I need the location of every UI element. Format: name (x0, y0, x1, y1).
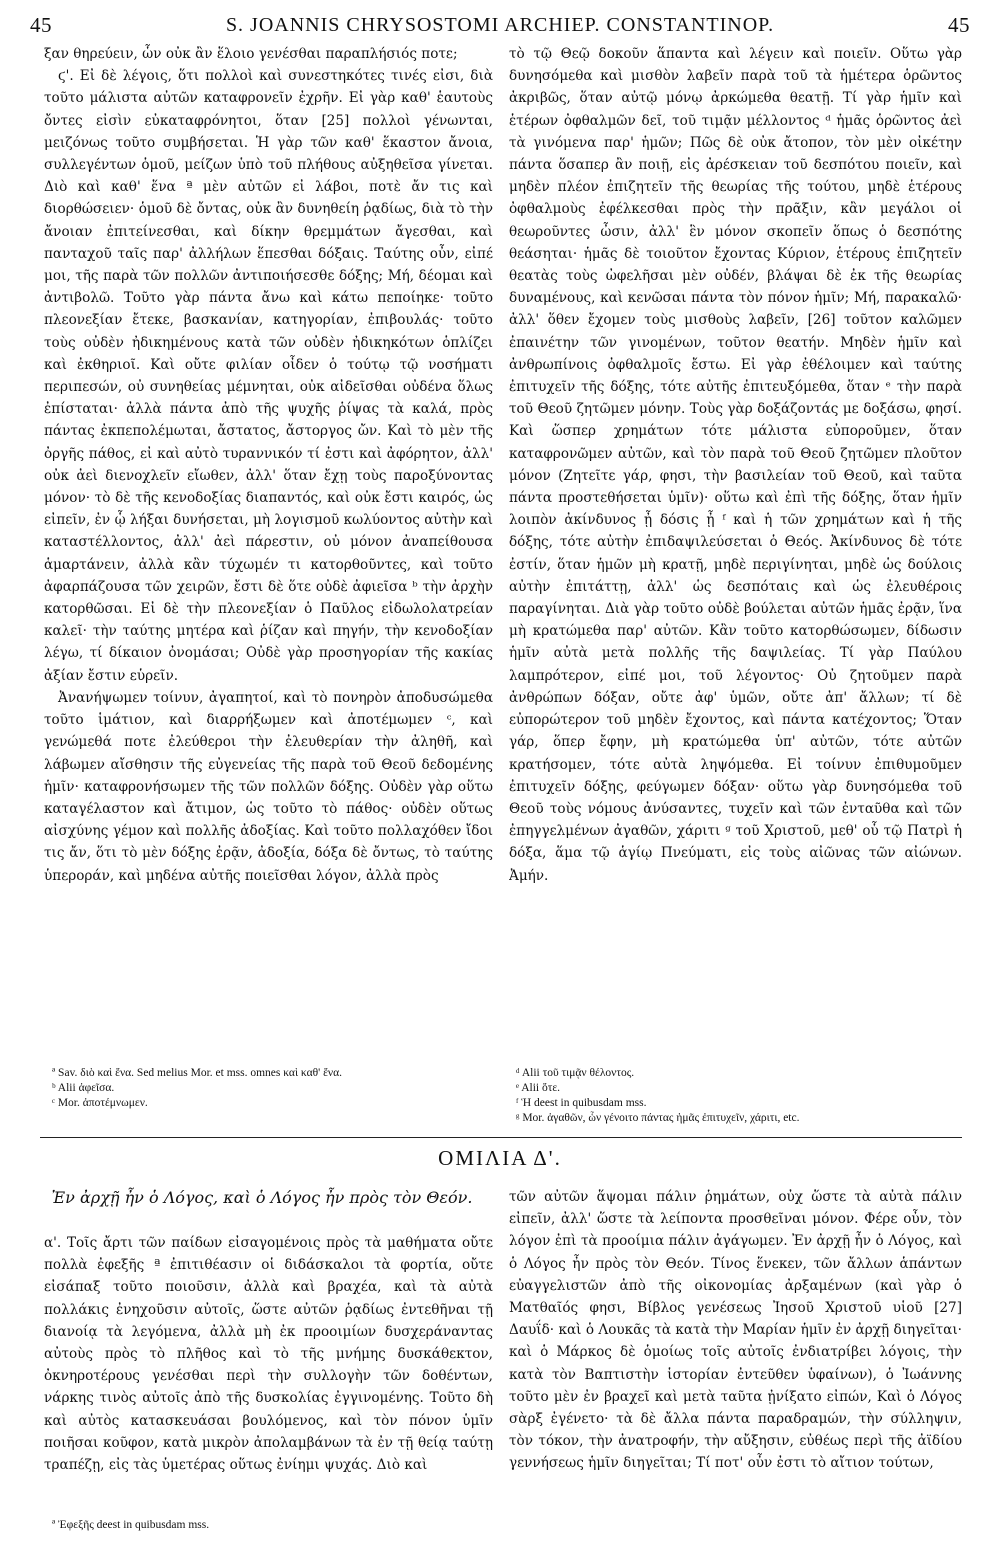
bottom-left-column (44, 1232, 493, 1512)
homily-verse: Ἐν ἀρχῇ ἦν ὁ Λόγος, καὶ ὁ Λόγος ἦν πρὸς τὸν Θεόν. (51, 1188, 473, 1207)
footnote: ᶠ Ἡ deest in quibusdam mss. (516, 1097, 647, 1109)
paragraph: τὸ τῷ Θεῷ δοκοῦν ἅπαντα καὶ λέγειν καὶ ποιεῖν. Οὕτω γὰρ δυνησόμεθα καὶ μισθὸν λαβεῖν παρὰ τοῦ τὰ ἡμέτερα ὁρῶντος ἀκριβῶς, ὅταν αὐτῷ μόνῳ ἀρκώμεθα θεατῇ. Τί γὰρ ἡμῖν καὶ ἑτέρων ὀφθαλμῶν δεῖ, τοῦ τιμᾷν μέλλοντος ᵈ ἡμᾶς ὁρῶντος ἀεὶ τὰ γινόμενα παρ' ἡμῶν; Πῶς δὲ οὐκ ἄτοπον, τὸν μὲν οἰκέτην πάντα ὅσαπερ ἂν ποιῇ, εἰς ἀρέσκειαν τοῦ δεσπότου ποιεῖν, καὶ μηδὲν πλέον ἐπιζητεῖν τῆς θεωρίας τῆς τούτου, μηδὲ ἑτέρους ὀφθαλμοὺς ἐφέλκεσθαι πρὸς τὴν πρᾶξιν, κἂν μεγάλοι οἱ θεωροῦντες ὦσιν, ἀλλ' ἓν μόνον σκοπεῖν ὅπως ὁ δεσπότης θεάσηται· ἡμᾶς δὲ τοιοῦτον ἔχοντας Κύριον, ἑτέρους ἐπιζητεῖν θεατὰς τοὺς ὠφελῆσαι μὲν οὐδέν, βλάψαι δὲ ἐκ τῆς θεωρίας δυναμένους, καὶ κενῶσαι πάντα τὸν πόνον ἡμῖν; Μή, παρακαλῶ· ἀλλ' ὅθεν ἔχομεν τοὺς μισθοὺς λαβεῖν, [26] τοῦτον καλῶμεν ἐπαινέτην τῶν γινομένων, τοῦτον θεατήν. Μηδὲν ἡμῖν καὶ ἀνθρωπίνοις ὀφθαλμοῖς ἔστω. Εἰ γὰρ ἐθέλοιμεν καὶ ταύτης ἐπιτυχεῖν τῆς δόξης, τότε αὐτῆς ἐπιτευξόμεθα, ὅταν ᵉ τὴν παρὰ τοῦ Θεοῦ ζητῶμεν μόνην. Τοὺς γὰρ δοξάζοντάς με δοξάσω, φησί. Καὶ ὥσπερ χρημάτων τότε μάλιστα εὐποροῦμεν, ὅταν καταφρονῶμεν αὐτῶν, καὶ τὸν παρὰ τοῦ Θεοῦ ζητῶμεν πλοῦτον μόνον (Ζητεῖτε γάρ, φησι, τὴν βασιλείαν τοῦ Θεοῦ, καὶ ταῦτα πάντα προστεθήσεται ὑμῖν)· οὕτω καὶ ἐπὶ τῆς δόξης, ὅταν ἡμῖν λοιπὸν ἀκίνδυνος ᾖ δόσις ᾖ ᶠ καὶ ἡ τῶν χρημάτων καὶ ἡ τῆς δόξης, τότε αὐτὴν ἐπιδαψιλεύσεται ὁ Θεός. Ἀκίνδυνος δὲ τότε ἐστίν, ὅταν ἡμῶν μὴ κρατῇ, μηδὲ περιγίνηται, μηδὲ ὡς δούλοις αὐτὴν ἐπιτάττῃ, ἀλλ' ὡς δεσπόταις καὶ ὡς ἐλευθέροις παραγίνηται. Διὰ γὰρ τοῦτο οὐδὲ βούλεται αὐτῶν ἡμᾶς ἐρᾷν, ἵνα μὴ κρατώμεθα παρ' αὐτῶν. Κἂν τοῦτο κατορθώσωμεν, δίδωσιν ἡμῖν αὐτὰ μετὰ πολλῆς τῆς δαψιλείας. Τί γὰρ Παύλου λαμπρότερον, εἰπέ μοι, τοῦ λέγοντος· Οὐ ζητοῦμεν παρὰ ἀνθρώπων δόξαν, οὔτε ἀφ' ὑμῶν, οὔτε ἀπ' ἄλλων; τί δὲ εὐπορώτερον τοῦ μηδὲν ἔχοντος, καὶ πάντα κατέχοντος; Ὅταν γάρ, ὅπερ ἔφην, μὴ κρατώμεθα ὑπ' αὐτῶν, τότε αὐτῶν κρατήσομεν, τότε αὐτὰ ληψόμεθα. Εἰ τοίνυν ἐπιθυμοῦμεν ἐπιτυχεῖν δόξης, φεύγωμεν δόξαν· οὕτω γὰρ δυνησόμεθα τοῦ Θεοῦ τοὺς νόμους ἀνύσαντες, τυχεῖν καὶ τῶν ἐνταῦθα καὶ τῶν ἐπηγγελμένων ἀγαθῶν, χάριτι ᵍ τοῦ Χριστοῦ, μεθ' οὗ τῷ Πατρὶ ἡ δόξα, ἅμα τῷ ἁγίῳ Πνεύματι, εἰς τοὺς αἰῶνας τῶν αἰώνων. Ἀμήν. (509, 46, 962, 884)
page-number-right: 45 (948, 12, 970, 37)
footnote: ᵇ Alii ἀφεῖσα. (52, 1082, 115, 1094)
top-right-column (509, 43, 962, 1063)
footnote: ᵍ Mor. ἀγαθῶν, ὧν γένοιτο πάντας ἡμᾶς ἐπιτυχεῖν, χάριτι, etc. (516, 1112, 800, 1124)
paragraph: α'. Τοῖς ἄρτι τῶν παίδων εἰσαγομένοις πρὸς τὰ μαθήματα οὔτε πολλὰ ἐφεξῆς ª ἐπιτιθέασιν οἱ διδάσκαλοι τὰ φορτία, οὔτε εἰσάπαξ τοῦτο ποιοῦσιν, ἀλλὰ καὶ βραχέα, καὶ τὰ αὐτὰ πολλάκις ἐνηχοῦσιν αὐτοῖς, ὥστε αὐτῶν ῥᾳδίως ἐντεθῆναι τῇ διανοίᾳ τὰ λεγόμενα, ἀλλὰ μὴ ἐκ προοιμίων δυσχεράναντας αὐτοὺς πρὸς τὸ πλῆθος καὶ τὸ τῆς μνήμης δυσκάθεκτον, ὀκνηροτέρους γενέσθαι περὶ τὴν συλλογὴν τῶν δοθέντων, νάρκης τινὸς αὐτοῖς ἀπὸ τῆς δυσκολίας ἐγγινομένης. Τοῦτο δὴ καὶ αὐτὸς κατασκευάσαι βουλόμενος, καὶ τὸν πόνον ὑμῖν ποιῆσαι κοῦφον, κατὰ μικρὸν ἀπολαμβάνων τὰ ἐν τῇ θείᾳ ταύτῃ τραπέζῃ, εἰς τὰς ὑμετέρας οὕτως ἐνίημι ψυχάς. Διὸ καὶ (44, 1235, 493, 1474)
footnote: ª Ἐφεξῆς deest in quibusdam mss. (52, 1519, 210, 1531)
footnote: ᵈ Alii τοῦ τιμᾷν θέλοντος. (516, 1067, 635, 1079)
homily-heading: ΟΜΙΛΙΑ Δ'. (438, 1146, 562, 1170)
footnotes-bottom (52, 1518, 492, 1533)
paragraph: ϛ'. Εἰ δὲ λέγοις, ὅτι πολλοὶ καὶ συνεστηκότες τινές εἰσι, διὰ τοῦτο μάλιστα αὐτῶν καταφρονεῖν ἐχρῆν. Εἰ γὰρ καθ' ἑαυτοὺς ὄντες εἰσὶν εὐκαταφρόνητοι, ὅταν [25] πολλοὶ γένωνται, μειζόνως τοῦτο συμβήσεται. Ἡ γὰρ τῶν καθ' ἕκαστον ἄνοια, συλλεγέντων ὁμοῦ, μείζων ὑπὸ τοῦ πλήθους αὐξηθεῖσα γίνεται. Διὸ καὶ καθ' ἕνα ª μὲν αὐτῶν εἰ λάβοι, ποτὲ ἄν τις καὶ διορθώσειεν· ὁμοῦ δὲ ὄντας, οὐκ ἂν δυνηθείη ῥᾳδίως, διὰ τὸ τὴν ἄνοιαν ἐπιτείνεσθαι, καὶ δίκην θρεμμάτων ἄγεσθαι, καὶ πανταχοῦ ταῖς παρ' ἀλλήλων ἕπεσθαι δόξαις. Ταύτης οὖν, εἰπέ μοι, τῆς παρὰ τῶν πολλῶν ἀντιποιήσεσθε δόξης; Μή, δέομαι καὶ ἀντιβολῶ. Τοῦτο γὰρ πάντα ἄνω καὶ κάτω πεποίηκε· τοῦτο πλεονεξίαν ἔτεκε, βασκανίαν, κατηγορίαν, ἐπιβουλάς· τοῦτο τοὺς οὐδὲν ἠδικημένους κατὰ τῶν οὐδὲν ἠδικηκότων ὁπλίζει καὶ ἐκθηριοῖ. Καὶ οὔτε φιλίαν οἶδεν ὁ τούτῳ τῷ νοσήματι περιπεσών, οὐ συνηθείας μέμνηται, οὐκ αἰδεῖσθαι οὐδένα ὅλως ἐπίσταται· ἀλλὰ πάντα ἀπὸ τῆς ψυχῆς ῥίψας τὰ καλά, πρὸς πάντας ἐκπεπολέμωται, ἄστατος, ἄστοργος ὤν. Καὶ τὸ μὲν τῆς ὀργῆς πάθος, εἰ καὶ αὐτὸ τυραννικόν τί ἐστι καὶ ἀφόρητον, ἀλλ' οὐκ ἀεὶ διενοχλεῖν εἴωθεν, ἀλλ' ὅταν ἔχῃ τοὺς παροξύνοντας μόνον· τὸ δὲ τῆς κενοδοξίας διαπαντός, καὶ οὐκ ἔστι καιρός, ὡς εἰπεῖν, ἐν ᾧ λήξαι δυνήσεται, μὴ λογισμοῦ κωλύοντος αὐτὴν καὶ καταστέλλοντος, ἀλλ' ἀεὶ πάρεστιν, οὐ μόνον ἀναπείθουσα ἁμαρτάνειν, ἀλλὰ κἂν τύχωμέν τι κατορθοῦντες, καὶ τοῦτο ἀφαρπάζουσα τῶν χειρῶν, ἔστι δὲ ὅτε οὐδὲ ἀφιεῖσα ᵇ τὴν ἀρχὴν κατορθῶσαι. Εἰ δὲ τὴν πλεονεξίαν ὁ Παῦλος εἰδωλολατρείαν καλεῖ· τὴν ταύτης μητέρα καὶ ῥίζαν καὶ πηγήν, τὴν κενοδοξίαν λέγω, τί δίκαιον ὀνομάσαι; Οὐδὲ γὰρ προσηγορίαν τῆς κακίας ἀξίαν ἔστιν εὑρεῖν. (44, 68, 493, 684)
footnotes-right (516, 1066, 962, 1126)
paragraph: τῶν αὐτῶν ἅψομαι πάλιν ῥημάτων, οὐχ ὥστε τὰ αὐτὰ πάλιν εἰπεῖν, ἀλλ' ὥστε τὰ λείποντα προσθεῖναι μόνον. Φέρε οὖν, τὸν λόγον ἐπὶ τὰ προοίμια πάλιν ἀγάγωμεν. Ἐν ἀρχῇ ἦν ὁ Λόγος, καὶ ὁ Λόγος ἦν πρὸς τὸν Θεόν. Τίνος ἕνεκεν, τῶν ἄλλων ἁπάντων εὐαγγελιστῶν ἀπὸ τῆς οἰκονομίας ἀρξαμένων (καὶ γὰρ ὁ Ματθαῖός φησι, Βίβλος γενέσεως Ἰησοῦ Χριστοῦ υἱοῦ [27] Δαυΐδ· καὶ ὁ Λουκᾶς τὰ κατὰ τὴν Μαρίαν ἡμῖν ἐν ἀρχῇ διηγεῖται· καὶ ὁ Μάρκος δὲ ὁμοίως τοῖς αὐτοῖς ἐνδιατρίβει λόγοις, τὴν κατὰ τὸν Βαπτιστὴν ἱστορίαν ἐντεῦθεν ὑφαίνων), ὁ Ἰωάννης τοῦτο μὲν ἐν βραχεῖ καὶ μετὰ ταῦτα ᾐνίξατο εἰπών, Καὶ ὁ Λόγος σὰρξ ἐγένετο· τὰ δὲ ἄλλα πάντα παραδραμών, τὴν σύλληψιν, τὸν τόκον, τὴν ἀνατροφήν, τὴν αὔξησιν, εὐθέως περὶ τῆς ἀϊδίου γεννήσεως ἡμῖν διηγεῖται; Τί ποτ' οὖν ἐστι τὸ αἴτιον τούτων, (509, 1189, 962, 1472)
running-head (30, 8, 970, 42)
footnote: ᵉ Alii ὅτε. (516, 1082, 561, 1094)
paragraph: Ἀνανήψωμεν τοίνυν, ἀγαπητοί, καὶ τὸ πονηρὸν ἀποδυσώμεθα τοῦτο ἱμάτιον, καὶ διαρρήξωμεν καὶ ἀποτέμωμεν ᶜ, καὶ γενώμεθά ποτε ἐλεύθεροι τὴν ἐλευθερίαν τὴν ἀληθῆ, καὶ λάβωμεν αἴσθησιν τῆς εὐγενείας τῆς παρὰ τοῦ Θεοῦ δεδομένης ἡμῖν· καταφρονήσωμεν τῆς τῶν πολλῶν δόξης. Οὐδὲν γὰρ οὕτω καταγέλαστον καὶ ἄτιμον, ὡς τοῦτο τὸ πάθος· οὐδὲν οὕτως αἰσχύνης γέμον καὶ πολλῆς ἀδοξίας. Καὶ τοῦτο πολλαχόθεν ἴδοι τις ἄν, ὅτι τὸ μὲν δόξης ἐρᾷν, ἀδοξία, δόξα δὲ ὄντως, τὸ ταύτης ὑπεροράν, καὶ μηδένα αὐτῆς ποιεῖσθαι λόγον, ἀλλὰ πρὸς (44, 689, 493, 884)
section-divider (40, 1137, 962, 1138)
footnotes-left (52, 1066, 492, 1111)
page-number-left: 45 (30, 12, 52, 37)
running-title: S. JOANNIS CHRYSOSTOMI ARCHIEP. CONSTANTINOP. (225, 13, 775, 36)
footnote: ª Sav. διὸ καὶ ἕνα. Sed melius Mor. et mss. omnes καὶ καθ' ἕνα. (52, 1067, 343, 1079)
footnote: ᶜ Mor. ἀποτέμνωμεν. (52, 1097, 148, 1109)
paragraph: ξαν θηρεύειν, ὧν οὐκ ἂν ἕλοιο γενέσθαι παραπλήσιός ποτε; (44, 46, 458, 62)
top-left-column (44, 43, 493, 1063)
bottom-right-column (509, 1186, 962, 1542)
